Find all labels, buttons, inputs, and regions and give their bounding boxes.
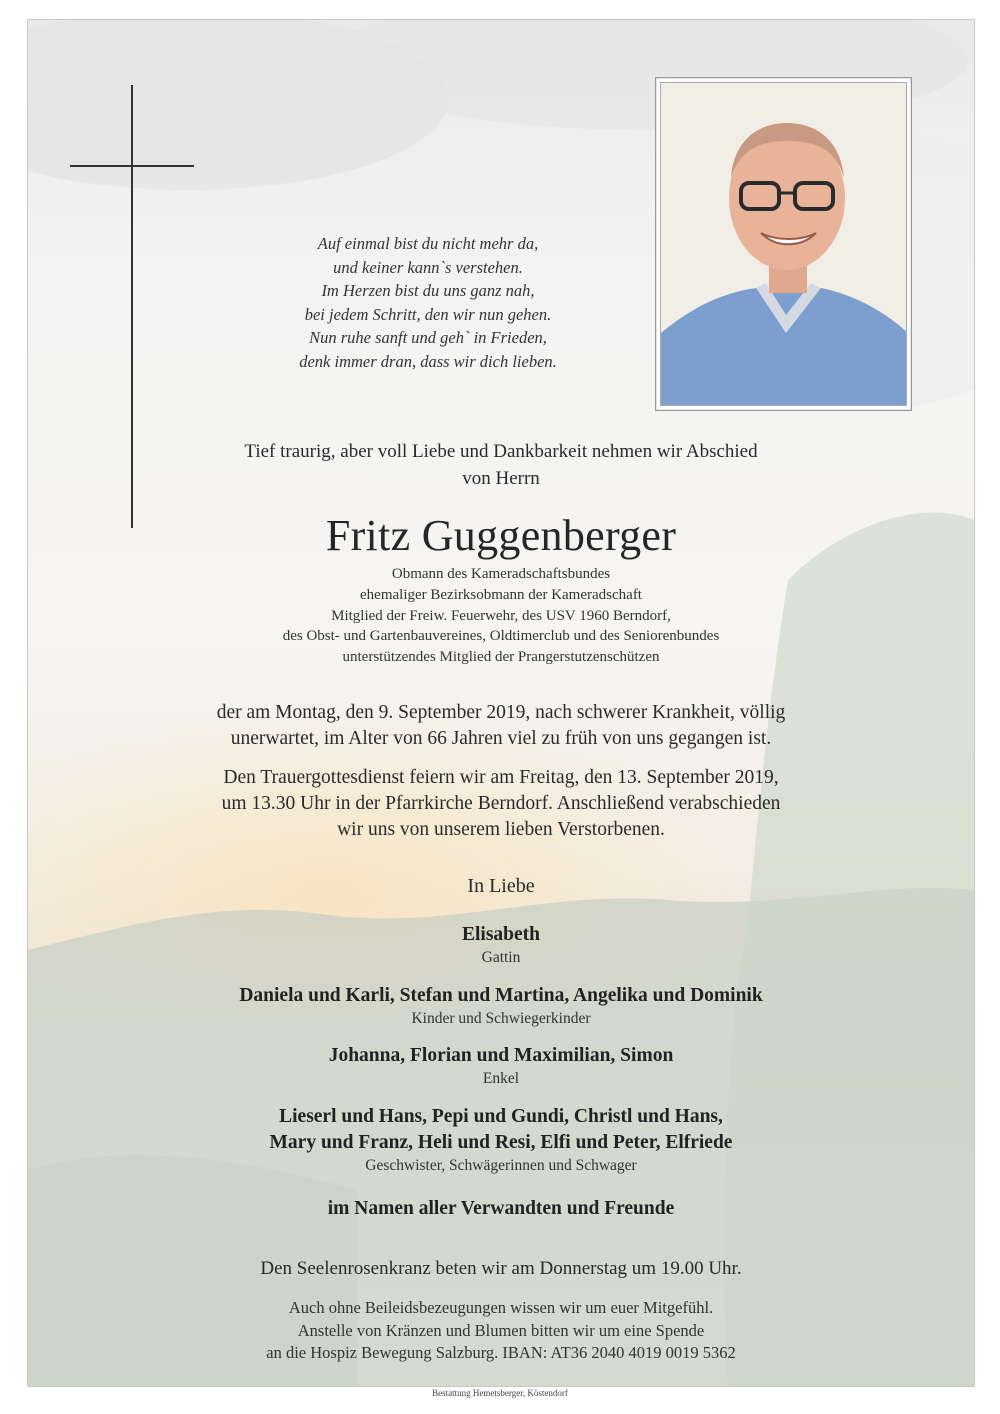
obituary-card	[27, 19, 975, 1387]
mourner-relation: Gattin	[481, 949, 521, 966]
closing-family-line: im Namen aller Verwandten und Freunde	[327, 1198, 675, 1219]
mourner-names: Johanna, Florian und Maximilian, Simon	[328, 1045, 674, 1066]
portrait-photo-frame	[655, 77, 912, 411]
rosary-notice: Den Seelenrosenkranz beten wir am Donnerstag um 19.00 Uhr.	[260, 1258, 742, 1279]
in-liebe-heading: In Liebe	[467, 875, 535, 897]
poem-line: und keiner kann`s verstehen.	[333, 257, 523, 277]
service-notice-line: wir uns von unserem lieben Verstorbenen.	[337, 819, 665, 840]
service-notice-line: um 13.30 Uhr in der Pfarrkirche Berndorf. Anschließend verabschieden	[221, 793, 781, 814]
poem-line: Nun ruhe sanft und geh` in Frieden,	[309, 328, 547, 347]
mourner-names: Elisabeth	[461, 924, 541, 945]
mourner-names-line: Lieserl und Hans, Pepi und Gundi, Christl und Hans,	[279, 1106, 723, 1127]
poem-line: Im Herzen bist du uns ganz nah,	[321, 281, 535, 300]
poem-line: Auf einmal bist du nicht mehr da,	[317, 234, 539, 253]
role-line: ehemaliger Bezirksobmann der Kameradschaft	[360, 586, 642, 603]
role-line: Mitglied der Freiw. Feuerwehr, des USV 1960 Berndorf,	[331, 607, 671, 624]
mourner-names: Daniela und Karli, Stefan und Martina, Angelika und Dominik	[239, 985, 763, 1006]
portrait-photo	[661, 83, 907, 406]
cross-horizontal-bar	[70, 165, 194, 167]
intro-line: Tief traurig, aber voll Liebe und Dankbarkeit nehmen wir Abschied	[244, 441, 758, 462]
farewell-intro	[28, 438, 974, 492]
service-notice	[28, 765, 974, 843]
death-notice-line: der am Montag, den 9. September 2019, nach schwerer Krankheit, völlig	[216, 702, 786, 723]
role-line: unterstützendes Mitglied der Prangerstutzenschützen	[342, 649, 660, 666]
deceased-name: Fritz Guggenberger	[325, 511, 677, 560]
mourner-names-line: Mary und Franz, Heli und Resi, Elfi und Peter, Elfriede	[269, 1132, 733, 1153]
intro-line: von Herrn	[462, 468, 540, 489]
note-line: Anstelle von Kränzen und Blumen bitten wir um eine Spende	[297, 1320, 705, 1340]
roles-list	[28, 564, 974, 668]
mourner-names	[28, 1104, 974, 1156]
role-line: des Obst- und Gartenbauvereines, Oldtimerclub und des Seniorenbundes	[282, 628, 720, 645]
note-line: Auch ohne Beileidsbezeugungen wissen wir um euer Mitgefühl.	[288, 1298, 714, 1317]
mourner-relation: Kinder und Schwiegerkinder	[411, 1010, 591, 1027]
donation-notes	[28, 1297, 974, 1365]
role-line: Obmann des Kameradschaftsbundes	[391, 566, 611, 582]
death-notice	[28, 700, 974, 752]
note-line: an die Hospiz Bewegung Salzburg. IBAN: AT36 2040 4019 0019 5362	[266, 1343, 736, 1362]
funeral-home-credit: Bestattung Hemetsberger, Köstendorf	[432, 1388, 568, 1398]
mourner-relation: Geschwister, Schwägerinnen und Schwager	[365, 1157, 637, 1174]
poem-line: bei jedem Schritt, den wir nun gehen.	[304, 304, 552, 324]
poem-line: denk immer dran, dass wir dich lieben.	[299, 351, 557, 371]
service-notice-line: Den Trauergottesdienst feiern wir am Freitag, den 13. September 2019,	[223, 767, 779, 788]
memorial-poem	[213, 232, 643, 373]
mourner-relation: Enkel	[482, 1070, 520, 1087]
death-notice-line: unerwartet, im Alter von 66 Jahren viel zu früh von uns gegangen ist.	[230, 728, 772, 749]
